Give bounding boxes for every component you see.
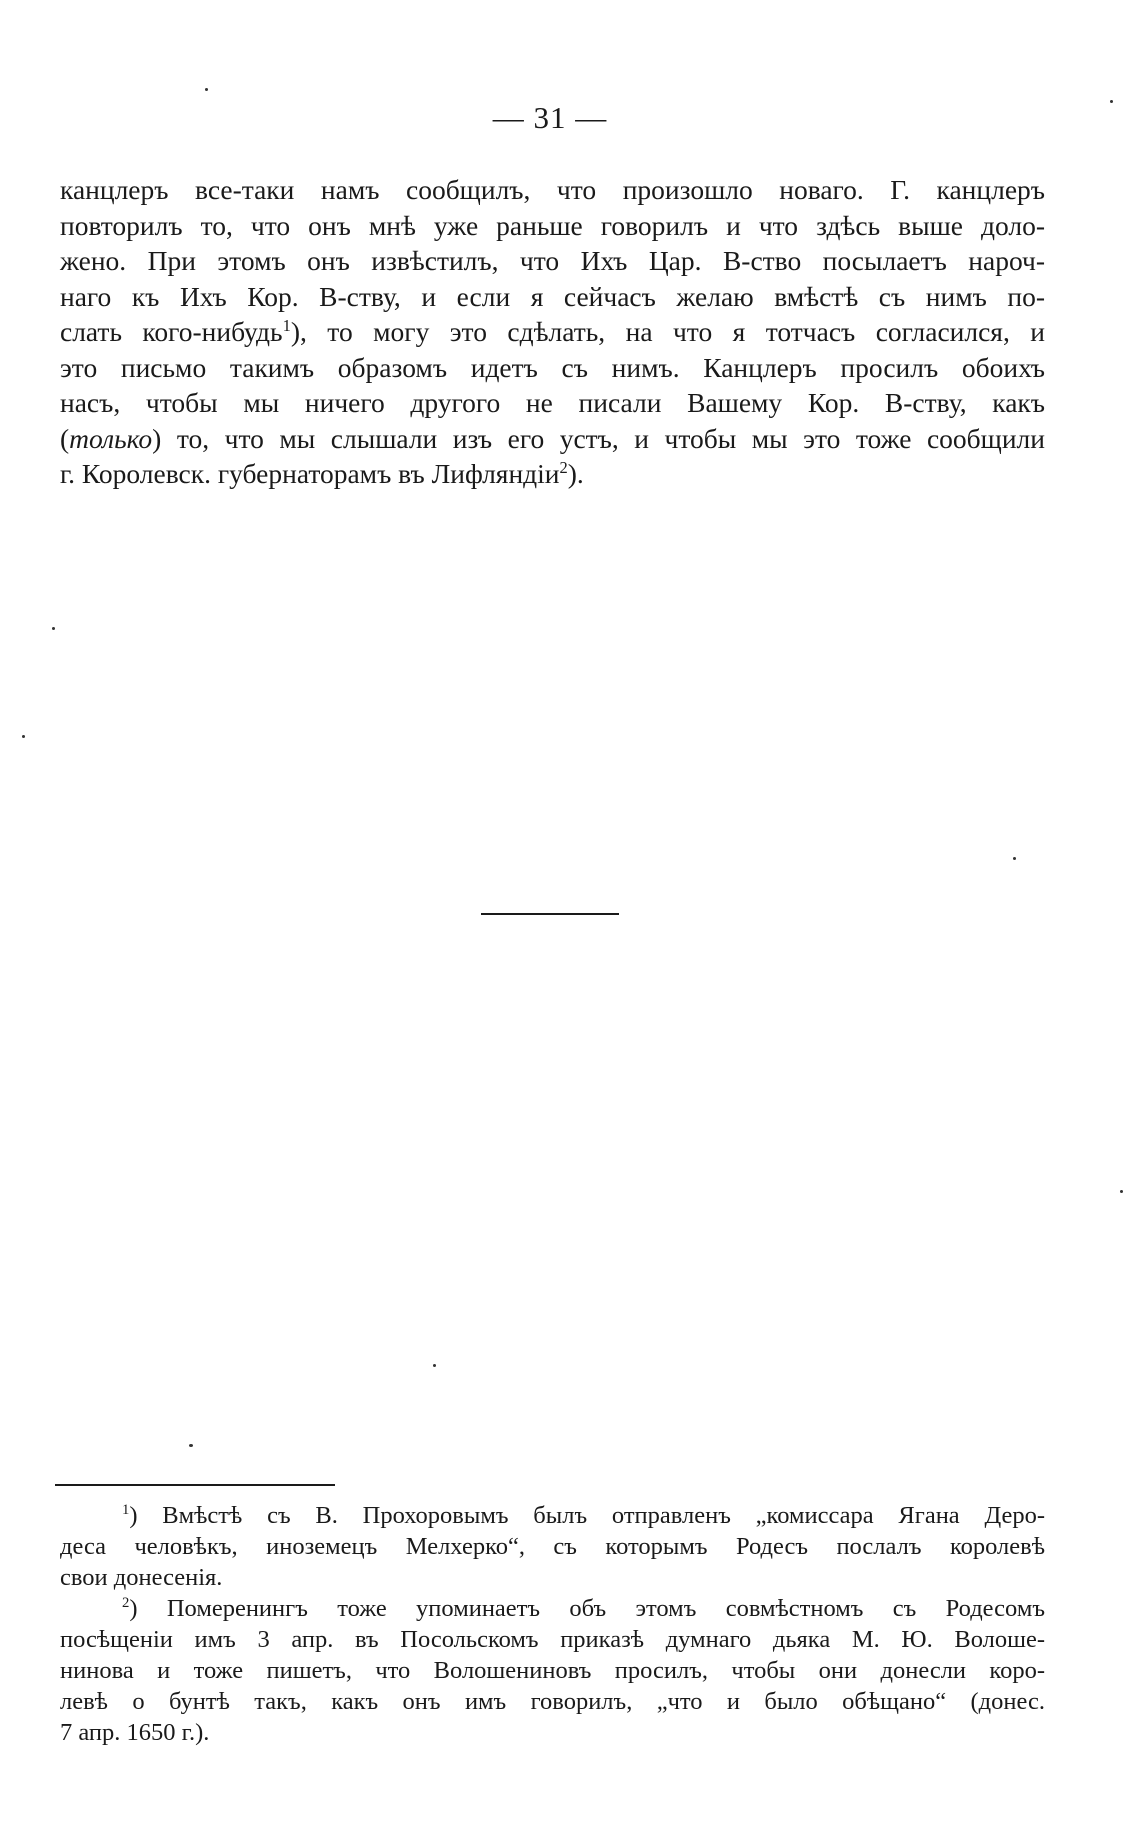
footnote-marker: 1: [122, 1501, 130, 1518]
text-line: [60, 314, 1045, 350]
text-fragment: ) Померенингъ тоже упоминаетъ объ этомъ совмѣстномъ съ Родесомъ: [129, 1595, 1045, 1622]
text-fragment: ).: [567, 458, 584, 489]
scan-speck: [205, 88, 208, 91]
scan-speck: [1013, 857, 1016, 860]
italic-word: только: [69, 422, 153, 454]
footnote-line: нинова и тоже пишетъ, что Волошениновъ просилъ, чтобы они донесли коро-: [60, 1657, 1045, 1684]
text-line: это письмо такимъ образомъ идетъ съ нимъ. Канцлеръ просилъ обоихъ: [60, 351, 1045, 383]
text-fragment: ), то могу это сдѣлать, на что я тотчасъ согласился, и: [290, 316, 1045, 347]
text-line: наго къ Ихъ Кор. В-ству, и если я сейчасъ желаю вмѣстѣ съ нимъ по-: [60, 280, 1045, 312]
footnote-line: деса человѣкъ, иноземецъ Мелхерко“, съ которымъ Родесъ послалъ королевѣ: [60, 1533, 1045, 1560]
text-fragment: ) то, что мы слышали изъ его устъ, и чтобы мы это тоже сообщили: [152, 422, 1045, 454]
text-fragment: слать кого-нибудь: [60, 316, 283, 347]
scan-speck: [189, 1444, 193, 1447]
footnote-1: [60, 1500, 1045, 1593]
main-text: [60, 172, 1045, 492]
footnote-ref-2: 2: [559, 457, 568, 477]
scan-speck: [433, 1364, 436, 1367]
footnote-line: левѣ о бунтѣ такъ, какъ онъ имъ говорилъ, „что и было обѣщано“ (донес.: [60, 1688, 1045, 1715]
text-line: [60, 456, 1045, 492]
footnote-line: свои донесенія.: [60, 1564, 223, 1591]
text-fragment: г. Королевск. губернаторамъ въ Лифляндіи: [60, 458, 560, 489]
text-line: канцлеръ все-таки намъ сообщилъ, что произошло новаго. Г. канцлеръ: [60, 174, 1045, 205]
page-number: — 31 —: [492, 100, 608, 135]
footnote-ref-1: 1: [282, 315, 291, 335]
text-line: [60, 421, 1045, 457]
footnote-2: [60, 1593, 1045, 1748]
footnote-line: [60, 1593, 1045, 1624]
footnotes: [60, 1500, 1045, 1748]
footnote-line: посѣщеніи имъ 3 апр. въ Посольскомъ приказѣ думнаго дьяка М. Ю. Волоше-: [60, 1626, 1045, 1653]
section-divider: [481, 913, 619, 915]
footnote-marker: 2: [122, 1594, 130, 1611]
footnote-line: 7 апр. 1650 г.).: [60, 1719, 210, 1746]
scan-speck: [1110, 100, 1113, 103]
text-fragment: (: [60, 422, 70, 454]
text-fragment: ) Вмѣстѣ съ В. Прохоровымъ былъ отправленъ „комиссара Ягана Деро-: [129, 1502, 1045, 1529]
scan-speck: [1120, 1190, 1123, 1193]
footnote-line: [60, 1500, 1045, 1531]
text-line: жено. При этомъ онъ извѣстилъ, что Ихъ Цар. В-ство посылаетъ нароч-: [60, 245, 1045, 276]
text-line: повторилъ то, что онъ мнѣ уже раньше говорилъ и что здѣсь выше доло-: [60, 209, 1045, 241]
scan-speck: [22, 735, 25, 738]
footnote-separator: [55, 1484, 335, 1486]
text-line: насъ, чтобы мы ничего другого не писали Вашему Кор. В-ству, какъ: [60, 387, 1045, 418]
scan-speck: [52, 627, 55, 630]
